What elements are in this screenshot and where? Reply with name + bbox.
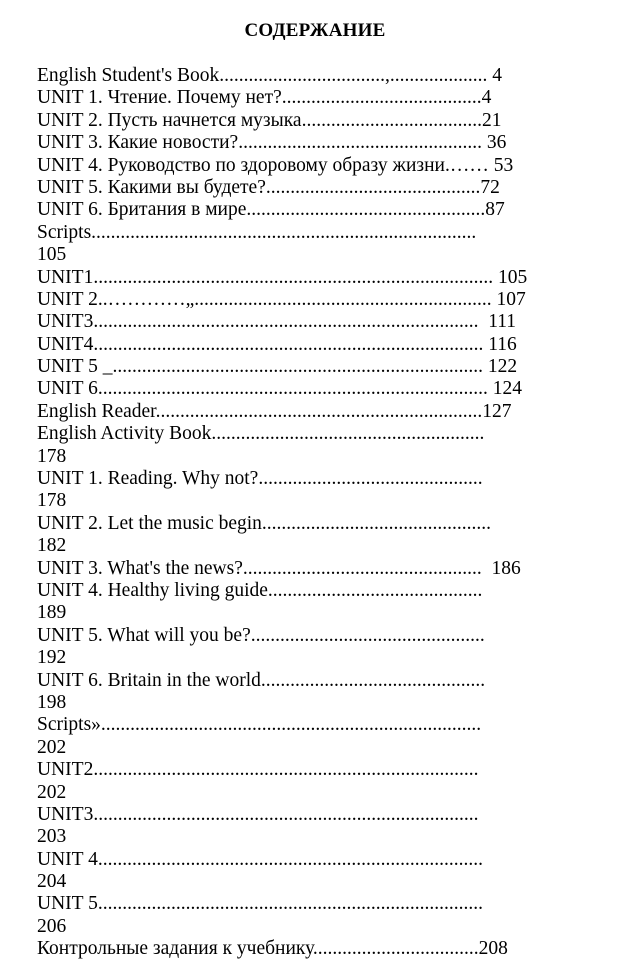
toc-line: Scripts............................................................................... [37, 221, 477, 243]
toc-line: 206 [37, 915, 67, 937]
toc-line: 182 [37, 535, 67, 557]
toc-line: UNIT3............................................................................... 111 [37, 311, 516, 333]
table-of-contents [37, 65, 627, 959]
toc-line: UNIT 3. Какие новости?.................................................. 36 [37, 132, 507, 154]
toc-line: UNIT 5. Какими вы будете?............................................72 [37, 176, 500, 198]
toc-line: 192 [37, 647, 67, 669]
toc-line: UNIT 4. Руководство по здоровому образу жизни.…… 53 [37, 154, 514, 176]
toc-line: UNIT1.................................................................................. 105 [37, 266, 528, 288]
toc-line: Scripts».............................................................................. [37, 714, 482, 736]
toc-line: UNIT3............................................................................... [37, 803, 479, 825]
toc-line: UNIT 2. Пусть начнется музыка.....................................21 [37, 109, 502, 131]
toc-line: 202 [37, 736, 67, 758]
toc-line: English Student's Book..................................,.................... 4 [37, 65, 503, 86]
toc-line: UNIT 6. Britain in the world.............................................. [37, 669, 486, 691]
toc-line: 198 [37, 691, 67, 713]
toc-line: Контрольные задания к учебнику..................................208 [37, 938, 508, 959]
toc-line: 203 [37, 826, 67, 848]
toc-line: UNIT 1. Чтение. Почему нет?.........................................4 [37, 87, 492, 109]
toc-line: UNIT4................................................................................ 116 [37, 333, 517, 355]
toc-line: UNIT 2. Let the music begin............................................... [37, 512, 492, 534]
toc-line: UNIT 6. Британия в мире.................................................87 [37, 199, 505, 221]
toc-line: UNIT 6................................................................................ 124 [37, 378, 522, 400]
toc-line: UNIT 2..…………„............................................................. 107 [37, 288, 526, 310]
toc-line: UNIT 4............................................................................... [37, 848, 483, 870]
toc-line: UNIT 5 _............................................................................ 122 [37, 356, 518, 378]
toc-line: UNIT2............................................................................... [37, 759, 479, 781]
page-title: СОДЕРЖАНИЕ [244, 20, 386, 41]
toc-line: UNIT 5. What will you be?................................................ [37, 624, 485, 646]
toc-line: English Reader...................................................................127 [37, 400, 512, 422]
toc-line: 202 [37, 781, 67, 803]
toc-line: 105 [37, 244, 67, 266]
toc-line: 178 [37, 490, 67, 512]
toc-line: UNIT 4. Healthy living guide............................................ [37, 579, 483, 601]
toc-line: English Activity Book........................................................ [37, 423, 485, 445]
toc-line: 204 [37, 871, 67, 893]
toc-line: UNIT 3. What's the news?................................................. 186 [37, 557, 521, 579]
toc-line: UNIT 1. Reading. Why not?.............................................. [37, 468, 483, 490]
toc-line: 178 [37, 445, 67, 467]
toc-line: 189 [37, 602, 67, 624]
toc-line: UNIT 5............................................................................... [37, 893, 483, 915]
